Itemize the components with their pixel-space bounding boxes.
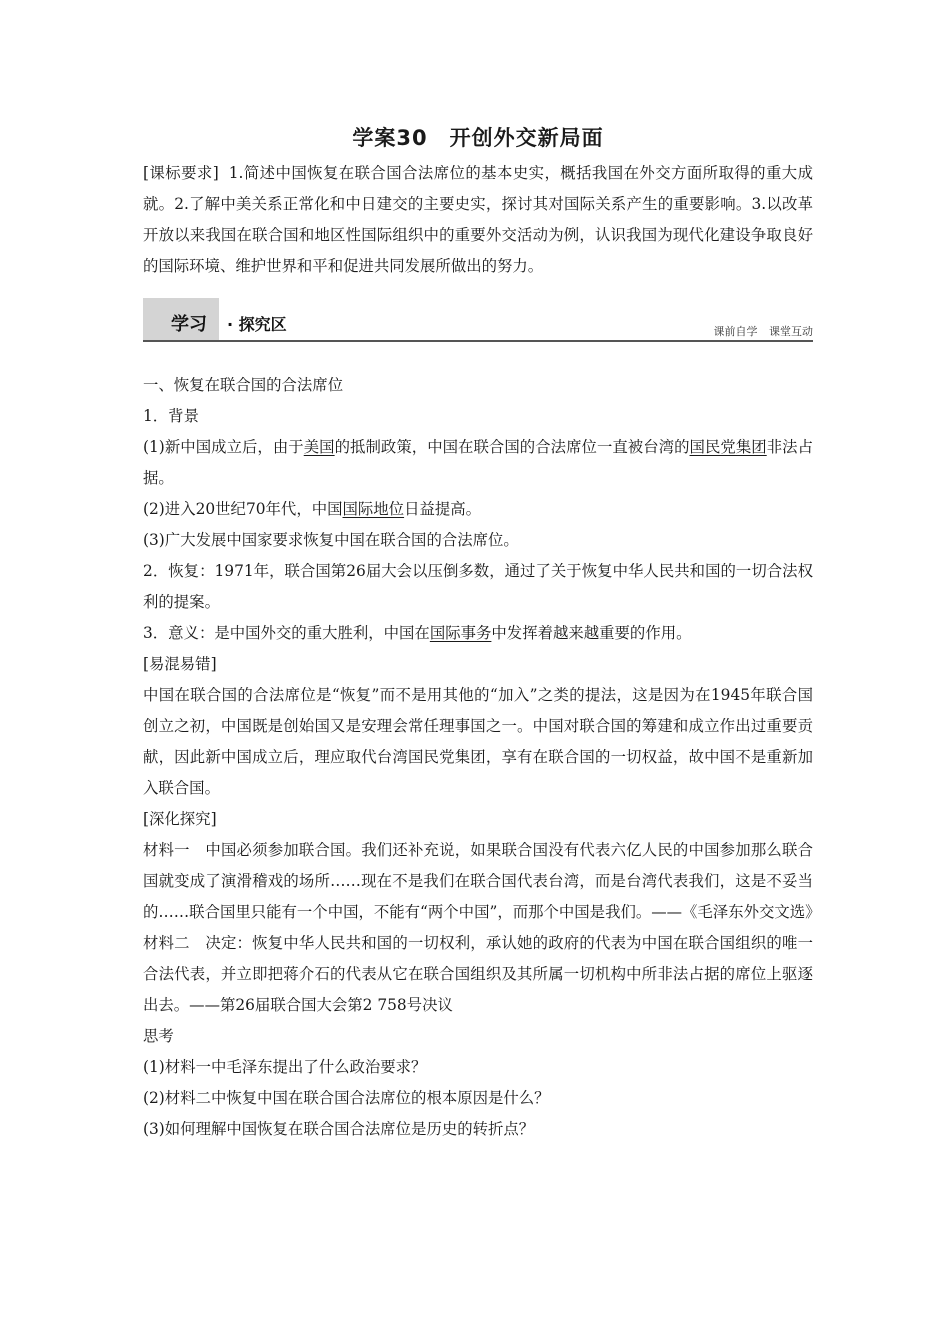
banner-sub-label: · 探究区 [227, 315, 287, 334]
banner-main-label: 学习 [171, 314, 207, 335]
section-heading: 一、恢复在联合国的合法席位 [143, 376, 344, 394]
explore-tag: [深化探究] [143, 810, 217, 828]
material-2-text: 决定：恢复中华人民共和国的一切权利，承认她的政府的代表为中国在联合国组织的唯一合法代表，并立即把蒋介石的代表从它在联合国组织及其所属一切机构中所非法占据的席位上驱逐出去。——第26届联合国大会第2 758号决议 [143, 934, 813, 1014]
underlined-term: 美国 [303, 438, 335, 456]
material-1-label: 材料一 [143, 841, 190, 859]
text-run: 的抵制政策，中国在联合国的合法席位一直被台湾的 [334, 438, 690, 456]
confuse-tag: [易混易错] [143, 655, 217, 673]
curriculum-requirements [143, 158, 813, 282]
title-lead: 学案30 [352, 126, 428, 150]
background-item-3: (3)广大发展中国家要求恢复中国在联合国的合法席位。 [143, 531, 519, 549]
restore-paragraph: 2．恢复：1971年，联合国第26届大会以压倒多数，通过了关于恢复中华人民共和国的一切合法权利的提案。 [143, 562, 813, 611]
question-2: (2)材料二中恢复中国在联合国合法席位的根本原因是什么？ [143, 1089, 550, 1107]
text-run: 非法占据。 [143, 438, 813, 487]
confuse-text: 中国在联合国的合法席位是“恢复”而不是用其他的“加入”之类的提法，这是因为在1945年联合国创立之初，中国既是创始国又是安理会常任理事国之一。中国对联合国的筹建和成立作出过重要贡献，因此新中国成立后，理应取代台湾国民党集团，享有在联合国的一切权益，故中国不是重新加入联合国。 [143, 686, 813, 797]
section-body [143, 370, 821, 1145]
meaning-paragraph [143, 618, 813, 649]
material-1 [143, 835, 821, 928]
section-banner [143, 298, 813, 342]
banner-right-note: 课前自学 课堂互动 [713, 325, 813, 338]
text-run: (2)进入20世纪70年代，中国 [143, 500, 343, 518]
title-main: 开创外交新局面 [449, 126, 604, 150]
question-1: (1)材料一中毛泽东提出了什么政治要求？ [143, 1058, 427, 1076]
text-run: 日益提高。 [404, 500, 482, 518]
page-title [143, 122, 813, 152]
underlined-term: 国际事务 [429, 624, 492, 642]
background-title: 1．背景 [143, 407, 199, 425]
text-run: (1)新中国成立后，由于 [143, 438, 304, 456]
text-run: 中发挥着越来越重要的作用。 [491, 624, 692, 642]
material-2-label: 材料二 [143, 934, 190, 952]
requirements-text: 1.简述中国恢复在联合国合法席位的基本史实，概括我国在外交方面所取得的重大成就。2.了解中美关系正常化和中日建交的主要史实，探讨其对国际关系产生的重要影响。3.以改革开放以来我国在联合国和地区性国际组织中的重要外交活动为例，认识我国为现代化建设争取良好的国际环境、维护世界和平和促进共同发展所做出的努力。 [143, 164, 813, 275]
material-2 [143, 928, 813, 1021]
text-run: 3．意义：是中国外交的重大胜利，中国在 [143, 624, 430, 642]
banner-divider [143, 340, 813, 342]
background-item-2 [143, 494, 813, 525]
material-1-text: 中国必须参加联合国。我们还补充说，如果联合国没有代表六亿人民的中国参加那么联合国就变成了演滑稽戏的场所……现在不是我们在联合国代表台湾，而是台湾代表我们，这是不妥当的……联合国里只能有一个中国，不能有“两个中国”，而那个中国是我们。——《毛泽东外交文选》 [143, 841, 821, 921]
background-item-1 [143, 432, 813, 494]
requirements-tag: [课标要求] [143, 164, 219, 182]
underlined-term: 国民党集团 [689, 438, 767, 456]
question-3: (3)如何理解中国恢复在联合国合法席位是历史的转折点？ [143, 1120, 535, 1138]
think-label: 思考 [143, 1027, 174, 1045]
underlined-term: 国际地位 [342, 500, 405, 518]
